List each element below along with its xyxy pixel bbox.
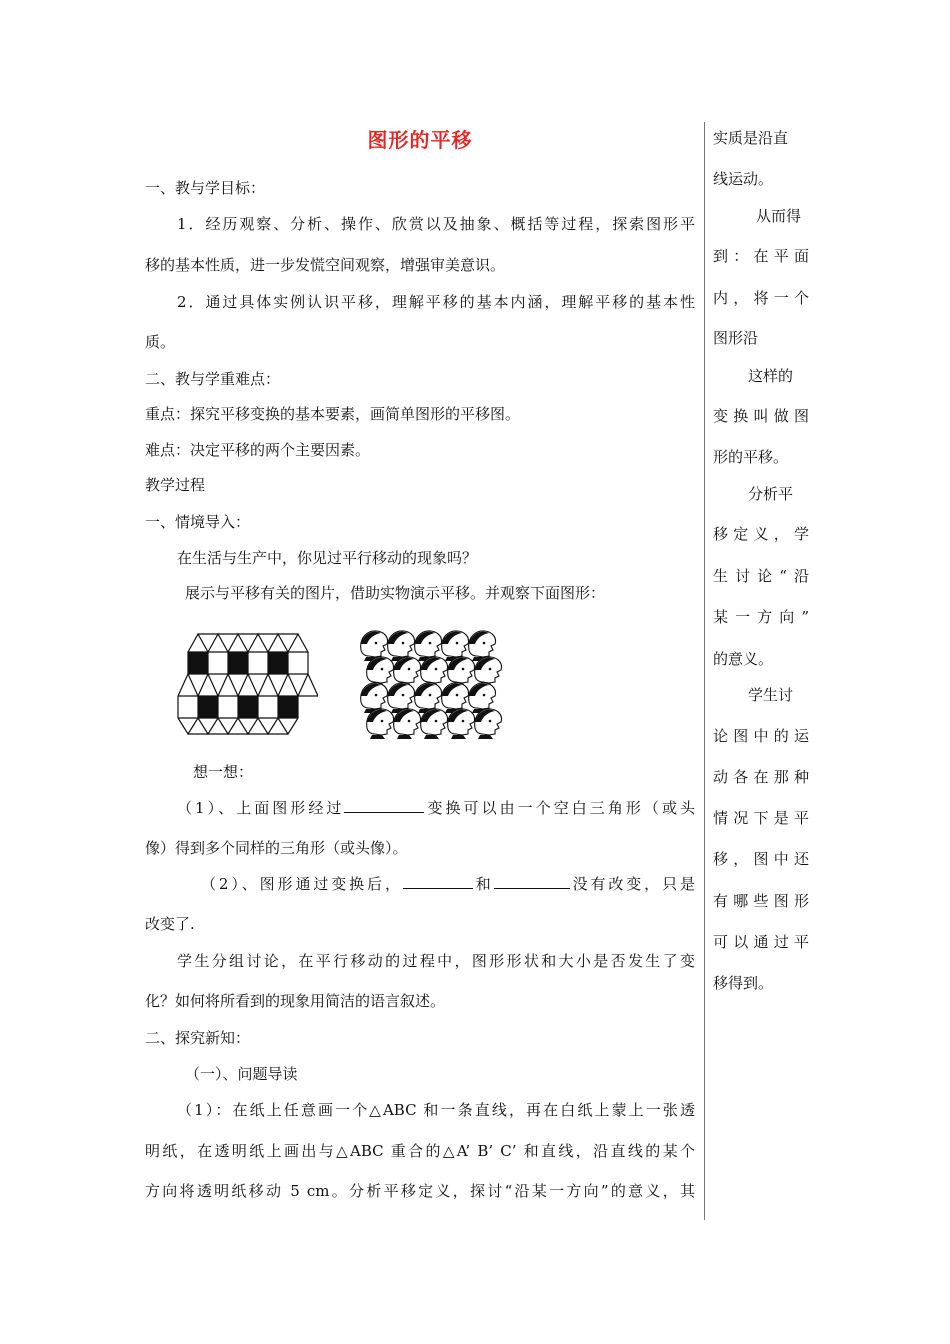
section-objectives-heading: 一、教与学目标： bbox=[145, 179, 266, 197]
key-point-text: 重点：探究平移变换的基本要素，画简单图形的平移图。 bbox=[145, 405, 521, 423]
paragraph-1-line-2: 明纸，在透明纸上画出与△ABC 重合的△A’ B’ C’ 和直线，沿直线的某个 bbox=[145, 1142, 695, 1160]
head-tile bbox=[415, 631, 442, 661]
question-1-line-2: 像）得到多个同样的三角形（或头像）。 bbox=[145, 839, 408, 857]
head-tile bbox=[442, 631, 469, 661]
side-note-18: 情况下是平 bbox=[713, 809, 809, 827]
head-tile bbox=[394, 709, 421, 739]
side-note-14: 的意义。 bbox=[713, 650, 774, 668]
side-note-7: 这样的 bbox=[748, 367, 794, 385]
question-guide-heading: （一）、问题导读 bbox=[185, 1065, 298, 1083]
teaching-process-heading: 教学过程 bbox=[145, 476, 206, 494]
head-tile bbox=[421, 709, 448, 739]
head-tile bbox=[361, 683, 388, 713]
side-note-21: 可以通过平 bbox=[713, 933, 809, 951]
head-tile bbox=[442, 683, 469, 713]
difficulty-text: 难点：决定平移的两个主要因素。 bbox=[145, 441, 371, 459]
side-note-19: 移，图中还 bbox=[713, 850, 809, 868]
head-tile bbox=[469, 631, 496, 661]
side-note-4: 到：在平面 bbox=[713, 247, 809, 265]
column-divider bbox=[704, 122, 705, 1220]
objective-2-line-1: 2．通过具体实例认识平移，理解平移的基本内涵，理解平移的基本性 bbox=[177, 293, 695, 311]
side-note-15: 学生讨 bbox=[748, 686, 794, 704]
head-tile bbox=[361, 631, 388, 661]
side-note-8: 变换叫做图 bbox=[713, 407, 809, 425]
question-2-blank-1[interactable] bbox=[403, 874, 473, 889]
side-note-13: 某一方向” bbox=[713, 608, 809, 626]
side-note-11: 移定义，学 bbox=[713, 525, 809, 543]
question-2-prefix: （2）、图形通过变换后， bbox=[201, 875, 403, 893]
question-1-blank[interactable] bbox=[344, 798, 424, 813]
question-2-line-2: 改变了. bbox=[145, 915, 195, 933]
question-2-line-1 bbox=[201, 874, 695, 894]
head-tile bbox=[415, 683, 442, 713]
head-tile bbox=[469, 683, 496, 713]
head-grid bbox=[361, 631, 502, 739]
page-title: 图形的平移 bbox=[367, 128, 473, 152]
objective-2-line-2: 质。 bbox=[145, 333, 176, 351]
head-tile bbox=[448, 709, 475, 739]
head-tile bbox=[475, 709, 502, 739]
think-label: 想一想： bbox=[193, 763, 254, 781]
question-2-suffix: 没有改变，只是 bbox=[569, 875, 695, 893]
intro-show-text: 展示与平移有关的图片，借助实物演示平移。并观察下面图形： bbox=[185, 584, 606, 602]
head-tile bbox=[475, 657, 502, 687]
paragraph-1-line-3: 方向将透明纸移动 5 cm。分析平移定义，探讨“沿某一方向”的意义，其 bbox=[145, 1182, 695, 1200]
paragraph-1-line-1: （1）：在纸上任意画一个△ABC 和一条直线，再在白纸上蒙上一张透 bbox=[177, 1101, 695, 1119]
discussion-line-1: 学生分组讨论，在平行移动的过程中，图形形状和大小是否发生了变 bbox=[177, 952, 695, 970]
side-note-16: 论图中的运 bbox=[713, 727, 809, 745]
head-pattern-figure bbox=[355, 628, 503, 740]
section-key-points-heading: 二、教与学重难点： bbox=[145, 370, 281, 388]
side-note-12: 生讨论“沿 bbox=[713, 567, 809, 585]
question-2-and: 和 bbox=[472, 875, 494, 893]
side-note-1: 实质是沿直 bbox=[713, 129, 789, 147]
intro-question: 在生活与生产中，你见过平行移动的现象吗？ bbox=[177, 549, 478, 567]
objective-1-line-2: 移的基本性质，进一步发慌空间观察，增强审美意识。 bbox=[145, 256, 506, 274]
side-note-22: 移得到。 bbox=[713, 974, 774, 992]
head-tile bbox=[388, 683, 415, 713]
side-note-9: 形的平移。 bbox=[713, 448, 789, 466]
head-tile bbox=[388, 631, 415, 661]
head-tile bbox=[367, 709, 394, 739]
head-tile bbox=[448, 657, 475, 687]
question-1-line-1 bbox=[177, 798, 695, 818]
side-note-3: 从而得 bbox=[756, 207, 802, 225]
question-1-prefix: （1）、上面图形经过 bbox=[177, 799, 345, 817]
question-2-blank-2[interactable] bbox=[494, 874, 570, 889]
discussion-line-2: 化？如何将所看到的现象用简洁的语言叙述。 bbox=[145, 992, 446, 1010]
objective-1-line-1: 1．经历观察、分析、操作、欣赏以及抽象、概括等过程，探索图形平 bbox=[177, 215, 695, 233]
side-note-2: 线运动。 bbox=[713, 170, 774, 188]
section-explore-heading: 二、探究新知： bbox=[145, 1029, 251, 1047]
side-note-5: 内，将一个 bbox=[713, 289, 809, 307]
head-tile bbox=[421, 657, 448, 687]
triangle-tessellation-figure bbox=[176, 630, 318, 736]
question-1-suffix: 变换可以由一个空白三角形（或头 bbox=[424, 799, 695, 817]
side-note-20: 有哪些图形 bbox=[713, 892, 809, 910]
side-note-17: 动各在那种 bbox=[713, 768, 809, 786]
head-tile bbox=[394, 657, 421, 687]
head-tile bbox=[367, 657, 394, 687]
side-note-6: 图形沿 bbox=[713, 329, 759, 347]
section-intro-heading: 一、情境导入： bbox=[145, 513, 251, 531]
side-note-10: 分析平 bbox=[748, 485, 794, 503]
